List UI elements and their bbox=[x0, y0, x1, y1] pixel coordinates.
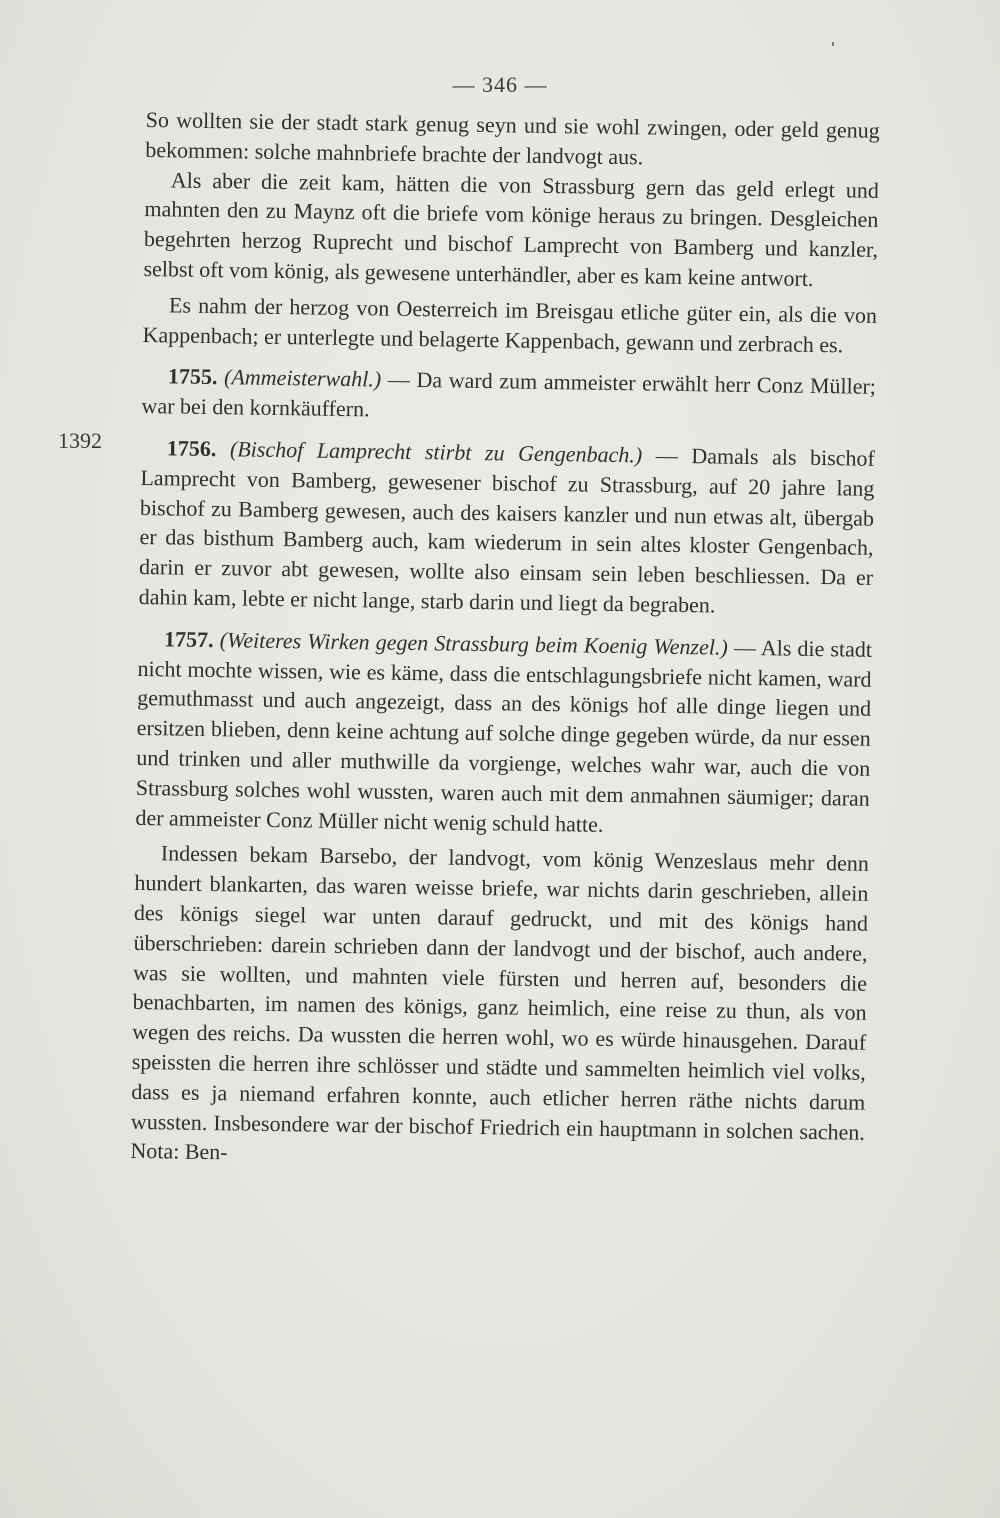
paragraph: Es nahm der herzog von Oesterreich im Breisgau etliche güter ein, als die von Kappenbach; er unterlegte und belagerte Kappenbach, gewann und zerbrach es. bbox=[142, 292, 878, 357]
entry-text: — Damals als bischof Lamprecht von Bamberg, gewesener bischof zu Strassburg, auf 20 jahre lang bischof zu Bamberg gewesen, auch des kaisers kanzler und nun etwas alt, übergab er das bisthum Bamberg auch, kam wiederum in sein altes kloster Gengenbach, darin er zuvor abt gewesen, wollte also einsam sein leben beschliessen. Da er dahin kam, lebte er nicht lange, starb darin und liegt da begraben. bbox=[138, 442, 876, 618]
entry-number: 1756. bbox=[166, 435, 217, 462]
body-text bbox=[130, 105, 880, 1177]
paragraph: Als aber die zeit kam, hätten die von Strassburg gern das geld erlegt und mahnten den zu Maynz oft die briefe vom könige heraus zu bringen. Desgleichen begehrten herzog Ruprecht und bischof Lamprecht von Bamberg und kanzler, selbst oft vom könig, als gewesene unterhändler, aber es kam keine antwort. bbox=[143, 166, 880, 291]
chronicle-entry-1757 bbox=[135, 624, 872, 843]
margin-year: 1392 bbox=[58, 428, 102, 453]
chronicle-entry-1756 bbox=[138, 433, 875, 623]
entry-text: — Als die stadt nicht mochte wissen, wie es käme, dass die entschlagungsbriefe nicht kamen, ward gemuthmasst und auch angezeigt, dass an des königs hof alle dinge liegen und ersitzen blieben, denn keine achtung auf solche dinge gegeben würde, da nur essen und trinken und aller muthwille da vorgienge, welches wahr war, auch die von Strassburg solches wohl wussten, waren auch mit dem anmahnen säumiger; daran der ammeister Conz Müller nicht wenig schuld hatte. bbox=[135, 634, 873, 837]
paragraph: So wollten sie der stadt stark genug seyn und sie wohl zwingen, oder geld genug bekommen: solche mahnbriefe brachte der landvogt aus. bbox=[145, 106, 880, 170]
paper-speck bbox=[832, 42, 834, 46]
entry-text: — Da ward zum ammeister erwählt herr Conz Müller; war bei den kornkäuffern. bbox=[141, 366, 877, 422]
entry-number: 1757. bbox=[163, 626, 214, 652]
entry-number: 1755. bbox=[167, 363, 218, 390]
entry-title: (Weiteres Wirken gegen Strassburg beim Koenig Wenzel.) bbox=[219, 626, 729, 660]
chronicle-entry-1755 bbox=[141, 361, 876, 431]
paragraph: Indessen bekam Barsebo, der landvogt, vom könig Wenzeslaus mehr denn hundert blankarten, das waren weisse briefe, war nichts darin geschrieben, allein des königs siegel war unten darauf gedruckt, und mit des königs hand überschrieben: darein schrieben dann der landvogt und der bischof, auch andere, was sie wollten, und mahnten viele fürsten und herren auf, besonders die benachbarten, im namen des königs, ganz heimlich, eine reise zu thun, als von wegen des reichs. Da wussten die herren wohl, wo es würde hinausgehen. Darauf speissten die herren ihre schlösser und städte und sammelten heimlich viel volks, dass es ja niemand erfahren konnte, auch etlicher herren räthe nichts darum wussten. Insbesondere war der bischof Friedrich ein hauptmann in solchen sachen. Nota: Ben- bbox=[130, 840, 870, 1165]
page-number: — 346 — bbox=[452, 72, 548, 97]
entry-title: (Bischof Lamprecht stirbt zu Gengenbach.) bbox=[229, 436, 643, 468]
entry-title: (Ammeisterwahl.) bbox=[223, 364, 382, 392]
